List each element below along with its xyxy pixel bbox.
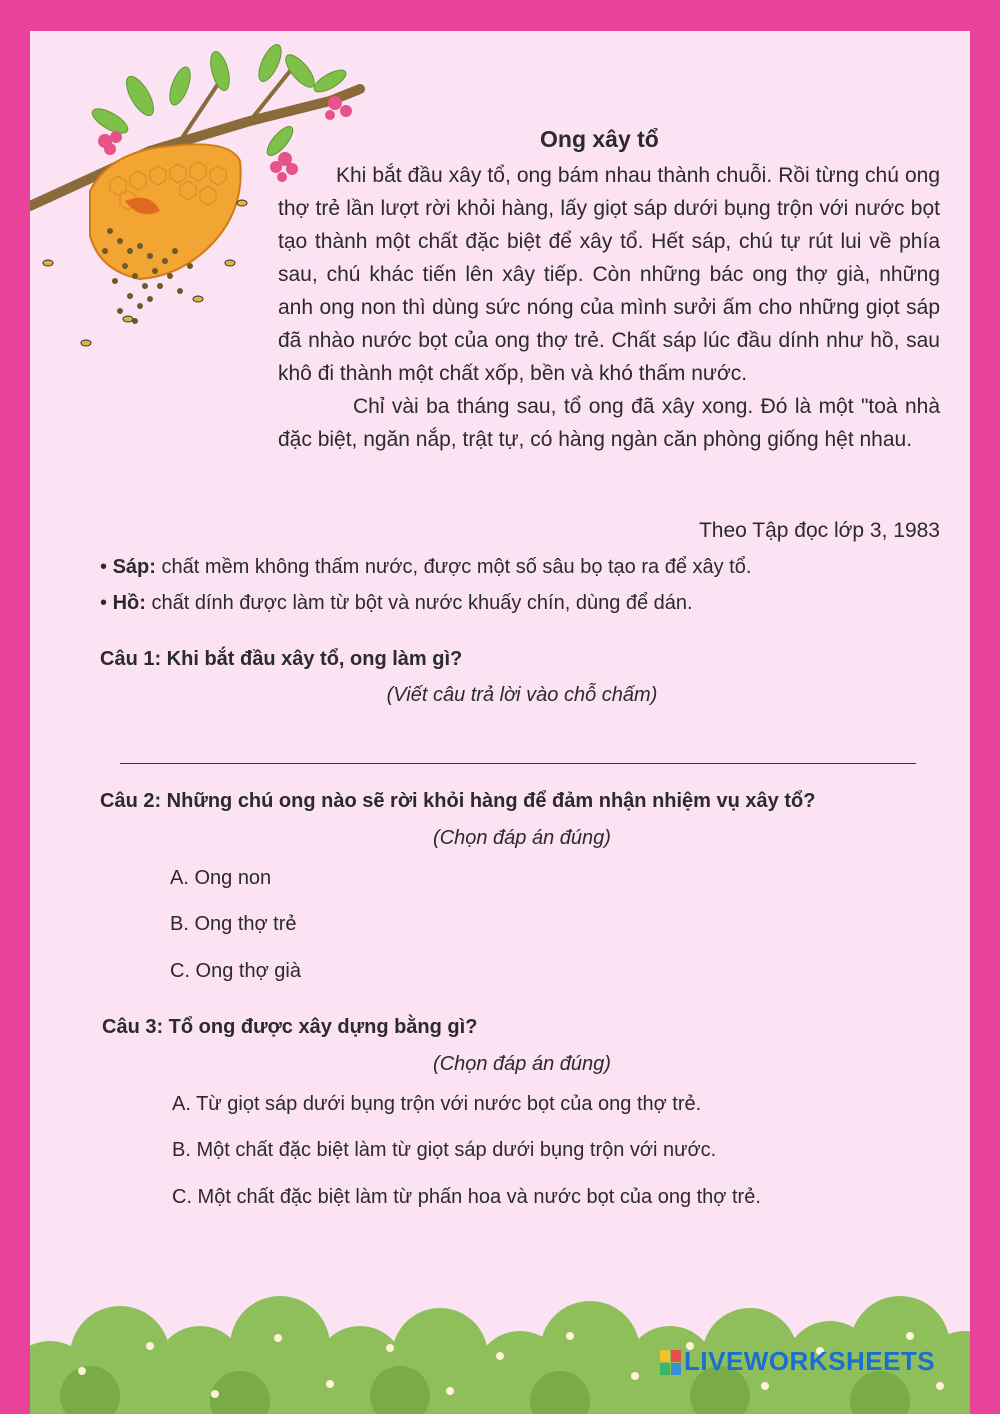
question-2-instruction: (Chọn đáp án đúng) [433,827,611,849]
story-source: Theo Tập đọc lớp 3, 1983 [698,519,940,542]
logo-text: LIVEWORKSHEETS [684,1346,936,1376]
question-3-instruction: (Chọn đáp án đúng) [433,1053,611,1075]
story-title: Ong xây tổ [540,126,659,152]
question-2-option-b[interactable]: B. Ong thợ trẻ [170,913,297,935]
glossary-definition: chất dính được làm từ bột và nước khuấy chín, dùng để dán. [151,592,693,614]
liveworksheets-logo [660,1346,935,1377]
story-paragraph: Chỉ vài ba tháng sau, tổ ong đã xây xong. Đó là một "toà nhà đặc biệt, ngăn nắp, trật tự, có hàng ngàn căn phòng giống hệt nhau. [278,395,940,451]
glossary-term: Sáp: [112,556,156,578]
question-2-option-a[interactable]: A. Ong non [170,867,272,889]
bushes-decoration [30,1276,970,1414]
question-3-option-c[interactable]: C. Một chất đặc biệt làm từ phấn hoa và nước bọt của ong thợ trẻ. [172,1186,761,1208]
story-paragraph: Khi bắt đầu xây tổ, ong bám nhau thành chuỗi. Rồi từng chú ong thợ trẻ lần lượt rời khỏi hàng, lấy giọt sáp dưới bụng trộn với nước bọt tạo thành một chất đặc biệt để xây tổ. Hết sáp, chú tự rút lui về phía sau, chú khác tiến lên xây tiếp. Còn những bác ong thợ già, những anh ong non thì dùng sức nóng của mình sưởi ấm cho những giọt sáp đã nhào nước bọt của ong thợ trẻ. Chất sáp lúc đầu dính như hồ, sau khô đi thành một chất xốp, bền và khó thấm nước. [278,164,940,385]
glossary-term: Hồ: [112,592,146,614]
story-text [278,159,940,456]
question-1-instruction: (Viết câu trả lời vào chỗ chấm) [386,684,658,706]
question-1-label: Câu 1: Khi bắt đầu xây tổ, ong làm gì? [100,648,463,670]
glossary-item: • Sáp: chất mềm không thấm nước, được một số sâu bọ tạo ra để xây tổ. [100,556,752,578]
logo-blocks-icon [660,1350,682,1376]
question-1-answer-field[interactable] [120,741,916,764]
question-3-label: Câu 3: Tổ ong được xây dựng bằng gì? [102,1016,478,1038]
question-3-option-b[interactable]: B. Một chất đặc biệt làm từ giọt sáp dưới bụng trộn với nước. [172,1139,717,1161]
glossary-definition: chất mềm không thấm nước, được một số sâu bọ tạo ra để xây tổ. [161,556,752,578]
question-3-option-a[interactable]: A. Từ giọt sáp dưới bụng trộn với nước bọt của ong thợ trẻ. [172,1093,702,1115]
glossary-item: • Hồ: chất dính được làm từ bột và nước khuấy chín, dùng để dán. [100,592,693,614]
question-2-label: Câu 2: Những chú ong nào sẽ rời khỏi hàng để đảm nhận nhiệm vụ xây tổ? [100,790,816,812]
question-2-option-c[interactable]: C. Ong thợ già [170,960,301,982]
worksheet-page [30,31,970,1414]
